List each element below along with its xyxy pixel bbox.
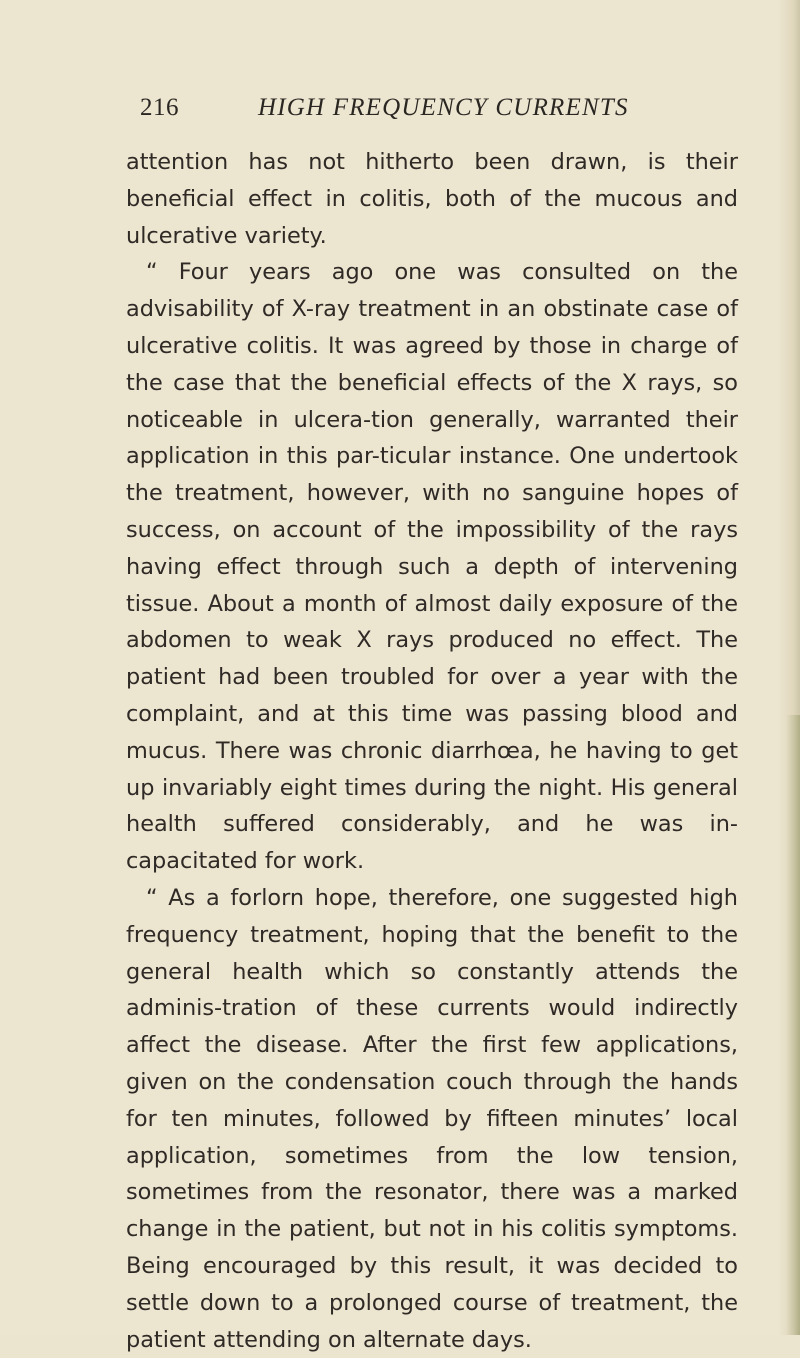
running-title: HIGH FREQUENCY CURRENTS [258, 94, 629, 121]
page-header [140, 94, 640, 128]
page-edge-tint [786, 715, 800, 1335]
page-number: 216 [140, 94, 179, 121]
paragraph-continuation: attention has not hitherto been drawn, is their beneficial effect in colitis, both of the mucous and ulcerative variety. [126, 149, 738, 249]
paragraph-high-frequency-treatment: “ As a forlorn hope, therefore, one suggested high frequency treatment, hoping that the benefit to the general health which so constantly attends the adminis-tration of these currents would indirectly affect the disease. After the first few applications, given on the condensation couch through the hands for ten minutes, followed by fifteen minutes’ local application, sometimes from the low tension, sometimes from the resonator, there was a marked change in the patient, but not in his colitis symptoms. Being encouraged by this result, it was decided to settle down to a prolonged course of treatment, the patient attending on alternate days. [126, 884, 738, 1353]
body-text [126, 144, 738, 1358]
paragraph-xray-case: “ Four years ago one was consulted on the advisability of X-ray treatment in an obstinate case of ulcerative colitis. It was agreed by those in charge of the case that the beneficial effects of the X rays, so noticeable in ulcera-tion generally, warranted their application in this par-ticular instance. One undertook the treatment, however, with no sanguine hopes of success, on account of the impossibility of the rays having effect through such a depth of intervening tissue. About a month of almost daily exposure of the abdomen to weak X rays produced no effect. The patient had been troubled for over a year with the complaint, and at this time was passing blood and mucus. There was chronic diarrhœa, he having to get up invariably eight times during the night. His general health suffered considerably, and he was in-capacitated for work. [126, 259, 738, 875]
